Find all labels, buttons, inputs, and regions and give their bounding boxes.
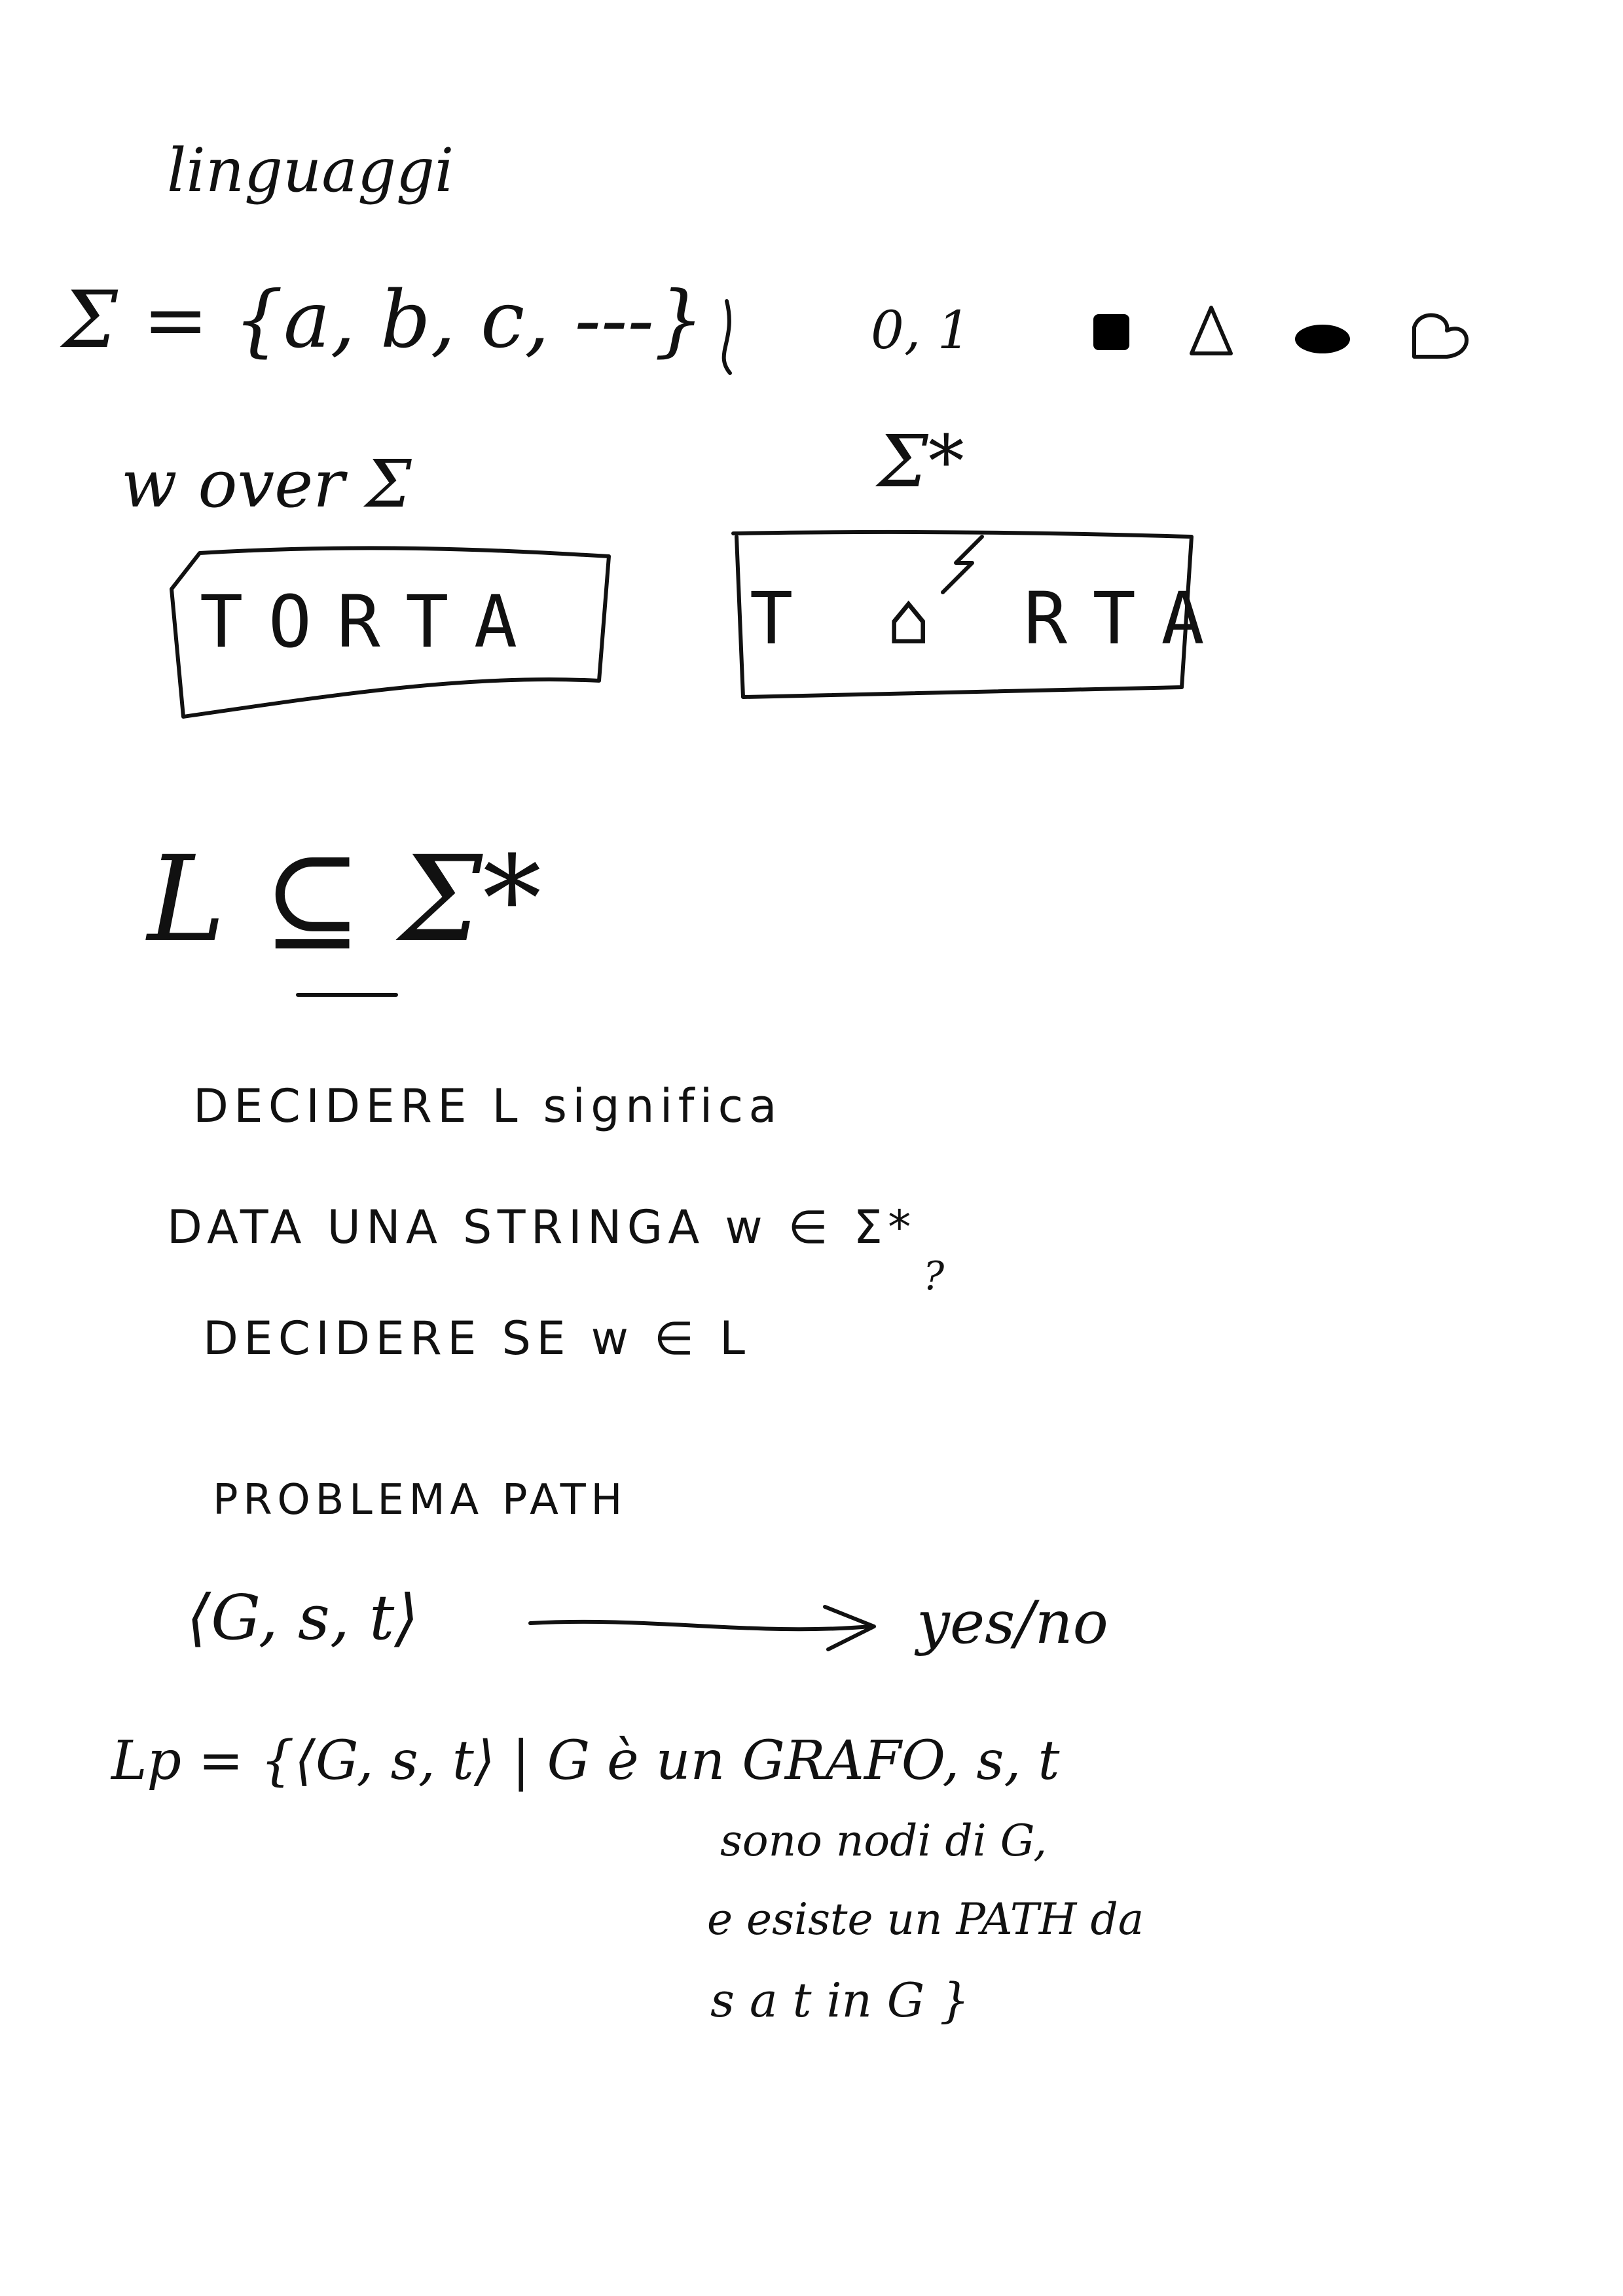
closing-brace [724, 301, 730, 373]
alphabet-examples: 0, 1 [871, 300, 971, 361]
word-over-sigma: w over Σ [121, 446, 412, 522]
given-string-line: DATA UNA STRINGA w ∈ Σ* [167, 1200, 917, 1254]
question-mark: ? [923, 1253, 945, 1299]
lp-definition-line2: sono nodi di G, [720, 1816, 1048, 1866]
path-answer: yes/no [917, 1588, 1108, 1657]
lp-definition-line3: e esiste un PATH da [707, 1894, 1144, 1945]
heart-icon [1414, 315, 1467, 357]
notes-title: linguaggi [167, 135, 454, 206]
word-example-torta-with-house: T ⌂ RTA [750, 577, 1230, 660]
arrow-icon [530, 1622, 871, 1629]
word-example-torta: TORTA [200, 580, 543, 664]
problem-path-title: PROBLEMA PATH [213, 1476, 628, 1524]
triangle-icon [1192, 308, 1231, 353]
lp-definition-line4: s a t in G } [710, 1973, 970, 2028]
alphabet-definition: Σ = {a, b, c, ---} [62, 275, 704, 366]
decide-line: DECIDERE L significa [193, 1079, 782, 1133]
arrow-head-icon [825, 1607, 874, 1649]
square-icon [1093, 314, 1129, 350]
path-instance: ⟨G, s, t⟩ [187, 1582, 419, 1654]
sigma-star: Σ* [877, 420, 964, 503]
decide-if-line: DECIDERE SE w ∈ L [203, 1312, 751, 1365]
ellipse-icon [1295, 325, 1350, 353]
lp-definition: Lp = {⟨G, s, t⟩ | G è un GRAFO, s, t [111, 1730, 1060, 1792]
language-subset-definition: L ⊆ Σ* [147, 831, 542, 968]
